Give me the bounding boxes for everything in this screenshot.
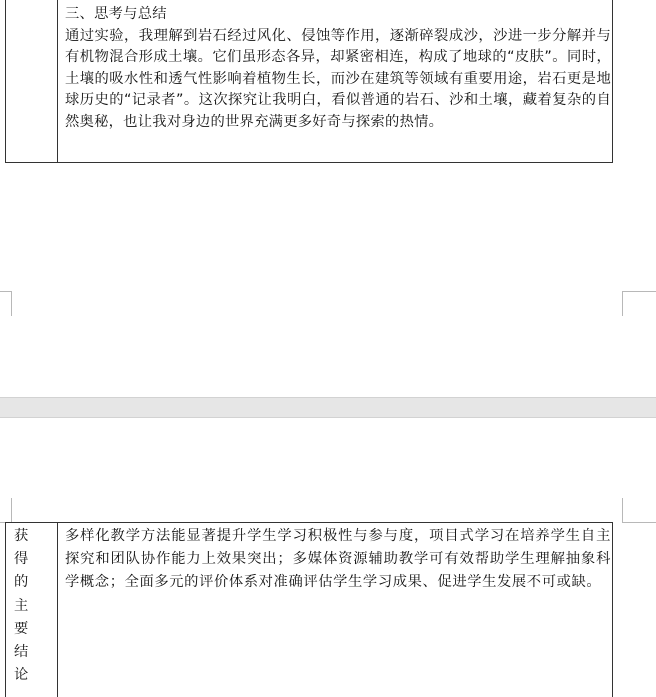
label-char: 获 [14,528,29,544]
table-column-divider [57,523,58,697]
table-column-divider [57,0,58,162]
label-char: 要 [14,620,29,637]
label-char: 的 [14,574,29,591]
label-char: 结 [14,644,29,661]
reflection-table [5,0,613,163]
label-char: 主 [14,597,29,614]
page-corner-mark-left [0,291,12,316]
page-corner-mark-right [622,498,656,523]
conclusion-table [5,522,613,697]
conclusion-cell[interactable] [65,525,611,595]
page-separator [0,397,656,418]
label-char: 论 [14,667,29,684]
page-corner-mark-right [622,291,656,316]
section-heading: 三、思考与总结 [65,6,167,22]
label-char: 得 [14,551,29,568]
reflection-cell[interactable] [65,4,611,133]
page-corner-mark-left [0,498,12,523]
conclusion-paragraph: 多样化教学方法能显著提升学生学习积极性与参与度，项目式学习在培养学生自主探究和团队协作能力上效果突出；多媒体资源辅助教学可有效帮助学生理解抽象科学概念；全面多元的评价体系对准确评估学生学习成果、促进学生发展不可或缺。 [65,528,611,591]
conclusion-label-cell[interactable] [6,525,44,687]
reflection-paragraph: 通过实验，我理解到岩石经过风化、侵蚀等作用，逐渐碎裂成沙，沙进一步分解并与有机物混合形成土壤。它们虽形态各异，却紧密相连，构成了地球的“皮肤”。同时，土壤的吸水性和透气性影响着植物生长，而沙在建筑等领域有重要用途，岩石更是地球历史的“记录者”。这次探究让我明白，看似普通的岩石、沙和土壤，藏着复杂的自然奥秘，也让我对身边的世界充满更多好奇与探索的热情。 [65,27,611,130]
